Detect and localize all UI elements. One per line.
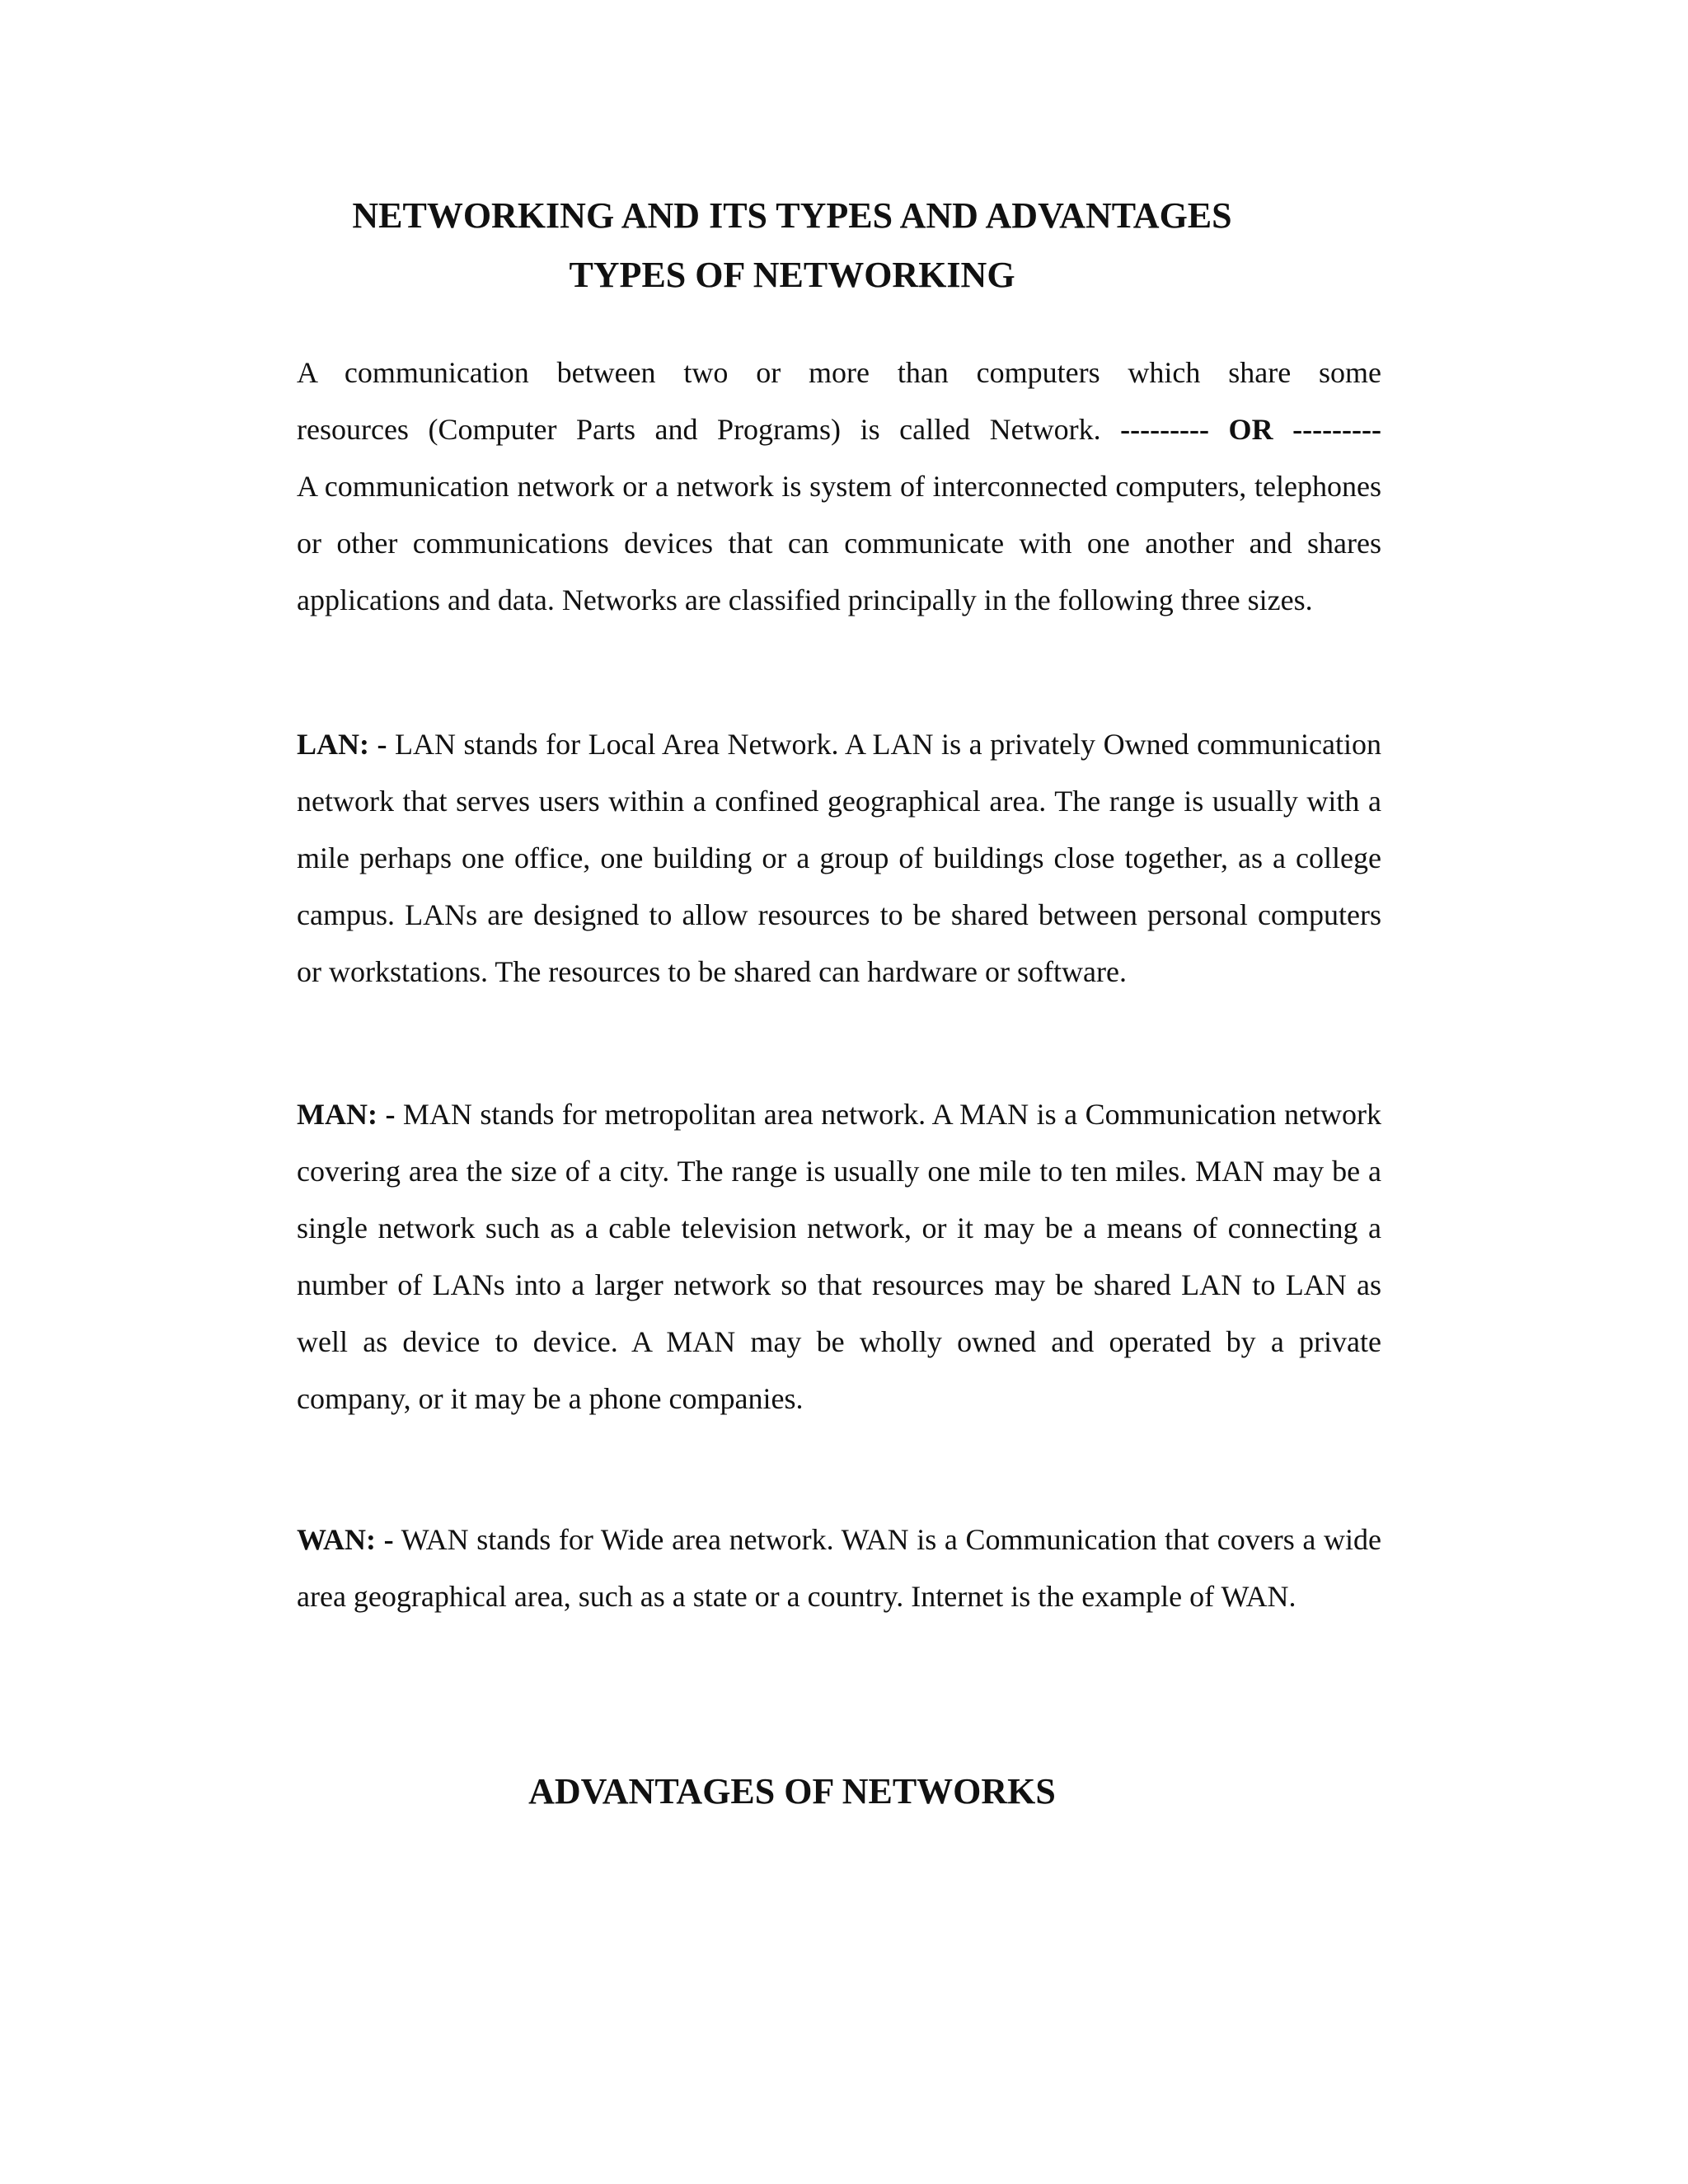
lan-term: LAN: - xyxy=(297,728,387,761)
intro-line-1: A communication between two or more than computers which share some xyxy=(297,356,1381,389)
lan-paragraph xyxy=(297,716,1381,1001)
intro-line-2-text: resources (Computer Parts and Programs) is called Network. xyxy=(297,413,1101,446)
intro-rest: A communication network or a network is system of interconnected computers, telephones or other communications devices that can communicate with one another and shares applications and data. Networks are classified principally in the following three sizes. xyxy=(297,470,1381,616)
intro-paragraph xyxy=(297,344,1381,629)
wan-term: WAN: - xyxy=(297,1523,394,1556)
man-text: MAN stands for metropolitan area network. A MAN is a Communication network covering area the size of a city. The range is usually one mile to ten miles. MAN may be a single network such as a cable television network, or it may be a means of connecting a number of LANs into a larger network so that resources may be shared LAN to LAN as well as device to device. A MAN may be wholly owned and operated by a private company, or it may be a phone companies. xyxy=(297,1098,1382,1415)
section-heading-types: TYPES OF NETWORKING xyxy=(569,255,1015,295)
man-paragraph xyxy=(297,1086,1381,1427)
wan-text: WAN stands for Wide area network. WAN is a Communication that covers a wide area geographical area, such as a state or a country. Internet is the example of WAN. xyxy=(297,1523,1381,1613)
wan-paragraph xyxy=(297,1511,1381,1625)
intro-line-2 xyxy=(297,401,1381,458)
lan-text: LAN stands for Local Area Network. A LAN is a privately Owned communication network that serves users within a confined geographical area. The range is usually with a mile perhaps one office, one building or a group of buildings close together, as a college campus. LANs are designed to allow resources to be shared between personal computers or workstations. The resources to be shared can hardware or software. xyxy=(297,728,1382,988)
document-title: NETWORKING AND ITS TYPES AND ADVANTAGES xyxy=(352,195,1232,236)
man-term: MAN: - xyxy=(297,1098,396,1131)
or-separator: --------- OR --------- xyxy=(1120,413,1381,446)
section-heading-advantages: ADVANTAGES OF NETWORKS xyxy=(528,1771,1056,1811)
